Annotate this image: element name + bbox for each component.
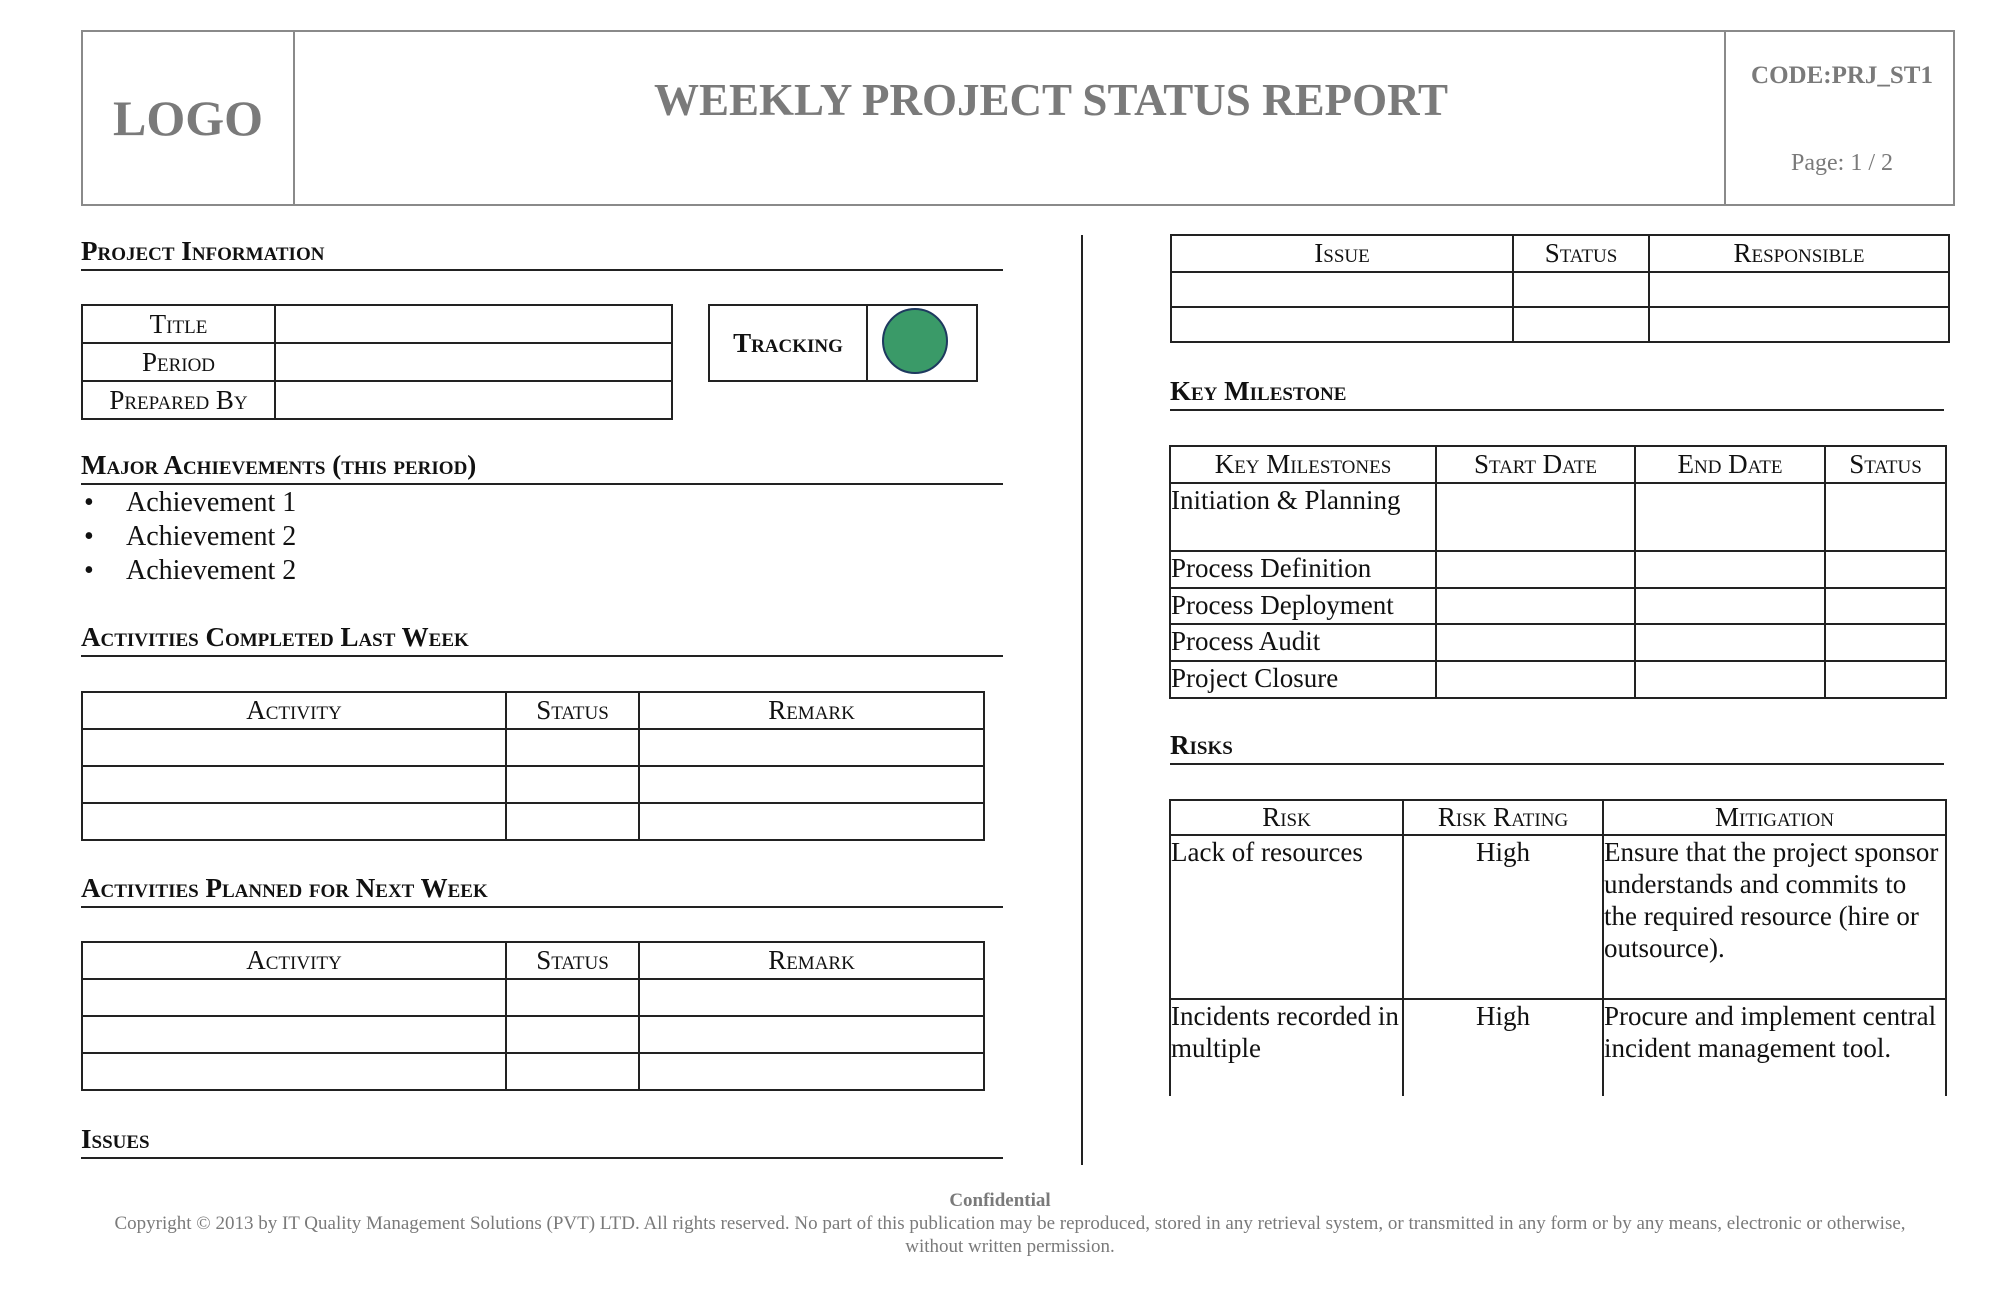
risk-mitigation: Procure and implement central incident management tool. <box>1603 999 1946 1096</box>
table-row <box>1170 624 1946 661</box>
column-header: Risk Rating <box>1403 800 1603 835</box>
table-cell[interactable] <box>1513 307 1649 342</box>
table-cell[interactable] <box>82 766 506 803</box>
achievements-list <box>80 486 296 588</box>
table-row <box>1170 999 1946 1096</box>
risk-name: Lack of resources <box>1170 835 1403 999</box>
table-cell[interactable] <box>1825 551 1946 588</box>
column-header: Activity <box>82 942 506 979</box>
column-header: Key Milestones <box>1170 446 1436 483</box>
table-cell[interactable] <box>1436 551 1635 588</box>
table-cell[interactable] <box>1436 624 1635 661</box>
table-row <box>82 979 984 1016</box>
table-header-row <box>1170 800 1946 835</box>
document-code: CODE:PRJ_ST1 <box>1751 62 1933 89</box>
header-divider <box>1724 32 1726 204</box>
period-label: Period <box>82 343 275 381</box>
table-cell[interactable] <box>82 803 506 840</box>
table-cell[interactable] <box>1436 661 1635 698</box>
column-header: Responsible <box>1649 235 1949 272</box>
table-row <box>1170 588 1946 624</box>
major-achievements-heading: Major Achievements (this period) <box>81 450 1003 485</box>
table-row <box>1170 483 1946 551</box>
project-info-table <box>81 304 673 420</box>
activities-planned-table <box>81 941 985 1091</box>
table-cell[interactable] <box>639 1053 984 1090</box>
confidential-label: Confidential <box>949 1190 1051 1211</box>
table-cell[interactable] <box>1825 483 1946 551</box>
table-row <box>1170 835 1946 999</box>
achievement-text: Achievement 2 <box>126 555 297 586</box>
risk-rating: High <box>1403 835 1603 999</box>
table-header-row <box>1171 235 1949 272</box>
milestone-name: Process Deployment <box>1170 588 1436 624</box>
table-cell[interactable] <box>1649 272 1949 307</box>
table-cell[interactable] <box>1635 661 1825 698</box>
table-header-row <box>82 942 984 979</box>
bullet-icon: • <box>84 555 94 586</box>
table-cell[interactable] <box>506 1016 639 1053</box>
table-row <box>1170 661 1946 698</box>
table-cell[interactable] <box>506 803 639 840</box>
table-cell[interactable] <box>639 803 984 840</box>
table-row <box>82 305 672 343</box>
table-cell[interactable] <box>1649 307 1949 342</box>
column-header: Status <box>1513 235 1649 272</box>
table-cell[interactable] <box>1635 588 1825 624</box>
table-cell[interactable] <box>1171 272 1513 307</box>
column-header: Remark <box>639 942 984 979</box>
page-number: Page: 1 / 2 <box>1791 150 1893 176</box>
table-cell[interactable] <box>1436 588 1635 624</box>
tracking-box <box>708 304 978 382</box>
table-row <box>82 766 984 803</box>
table-row <box>1171 307 1949 342</box>
milestone-name: Process Definition <box>1170 551 1436 588</box>
column-header: End Date <box>1635 446 1825 483</box>
list-item <box>80 486 296 520</box>
list-item <box>80 520 296 554</box>
column-header: Issue <box>1171 235 1513 272</box>
table-row <box>1170 551 1946 588</box>
table-cell[interactable] <box>639 729 984 766</box>
status-light-icon <box>882 308 948 374</box>
table-row <box>82 803 984 840</box>
risks-table-viewport <box>1169 799 1949 1096</box>
table-header-row <box>1170 446 1946 483</box>
table-cell[interactable] <box>506 1053 639 1090</box>
table-cell[interactable] <box>1635 483 1825 551</box>
table-cell[interactable] <box>506 729 639 766</box>
table-cell[interactable] <box>1635 624 1825 661</box>
column-header: Start Date <box>1436 446 1635 483</box>
key-milestone-heading: Key Milestone <box>1170 376 1944 411</box>
activities-completed-heading: Activities Completed Last Week <box>81 622 1003 657</box>
table-cell[interactable] <box>82 1016 506 1053</box>
period-value[interactable] <box>275 343 672 381</box>
milestone-name: Process Audit <box>1170 624 1436 661</box>
prepared-by-label: Prepared By <box>82 381 275 419</box>
table-cell[interactable] <box>1635 551 1825 588</box>
table-header-row <box>82 692 984 729</box>
risks-heading: Risks <box>1170 730 1944 765</box>
tracking-label: Tracking <box>710 306 868 380</box>
prepared-by-value[interactable] <box>275 381 672 419</box>
column-header: Risk <box>1170 800 1403 835</box>
document-header <box>81 30 1955 206</box>
column-header: Remark <box>639 692 984 729</box>
activities-planned-heading: Activities Planned for Next Week <box>81 873 1003 908</box>
document-title: WEEKLY PROJECT STATUS REPORT <box>653 75 1449 125</box>
column-header: Status <box>1825 446 1946 483</box>
bullet-icon: • <box>84 487 94 518</box>
issues-table <box>1170 234 1950 343</box>
table-cell[interactable] <box>639 1016 984 1053</box>
activities-completed-table <box>81 691 985 841</box>
table-cell[interactable] <box>1513 272 1649 307</box>
risk-rating: High <box>1403 999 1603 1096</box>
table-row <box>82 343 672 381</box>
column-header: Status <box>506 942 639 979</box>
copyright-notice: Copyright © 2013 by IT Quality Management Solutions (PVT) LTD. All rights reserved. No part of this publication may be reproduced, stored in any retrieval system, or transmitted in any form or by any means, electronic or otherwise, without written permission. <box>114 1213 1906 1257</box>
achievement-text: Achievement 1 <box>126 487 297 518</box>
issues-heading: Issues <box>81 1124 1003 1159</box>
bullet-icon: • <box>84 521 94 552</box>
title-label: Title <box>82 305 275 343</box>
title-value[interactable] <box>275 305 672 343</box>
column-divider <box>1081 235 1083 1165</box>
table-cell[interactable] <box>1825 661 1946 698</box>
table-cell[interactable] <box>1825 588 1946 624</box>
table-cell[interactable] <box>639 766 984 803</box>
table-cell[interactable] <box>1436 483 1635 551</box>
table-cell[interactable] <box>506 979 639 1016</box>
table-cell[interactable] <box>82 979 506 1016</box>
table-cell[interactable] <box>639 979 984 1016</box>
risk-mitigation: Ensure that the project sponsor understands and commits to the required resource (hire or outsource). <box>1603 835 1946 999</box>
risks-table <box>1169 799 1947 1096</box>
column-header: Status <box>506 692 639 729</box>
column-header: Mitigation <box>1603 800 1946 835</box>
table-cell[interactable] <box>82 1053 506 1090</box>
milestone-name: Initiation & Planning <box>1170 483 1436 551</box>
table-row <box>82 1053 984 1090</box>
milestone-name: Project Closure <box>1170 661 1436 698</box>
table-row <box>82 381 672 419</box>
table-cell[interactable] <box>1171 307 1513 342</box>
logo: LOGO <box>83 32 295 204</box>
achievement-text: Achievement 2 <box>126 521 297 552</box>
project-information-heading: Project Information <box>81 236 1003 271</box>
column-header: Activity <box>82 692 506 729</box>
table-row <box>82 729 984 766</box>
table-row <box>1171 272 1949 307</box>
table-row <box>82 1016 984 1053</box>
table-cell[interactable] <box>1825 624 1946 661</box>
list-item <box>80 554 296 588</box>
milestones-table <box>1169 445 1947 699</box>
risk-name: Incidents recorded in multiple <box>1170 999 1403 1096</box>
table-cell[interactable] <box>82 729 506 766</box>
table-cell[interactable] <box>506 766 639 803</box>
